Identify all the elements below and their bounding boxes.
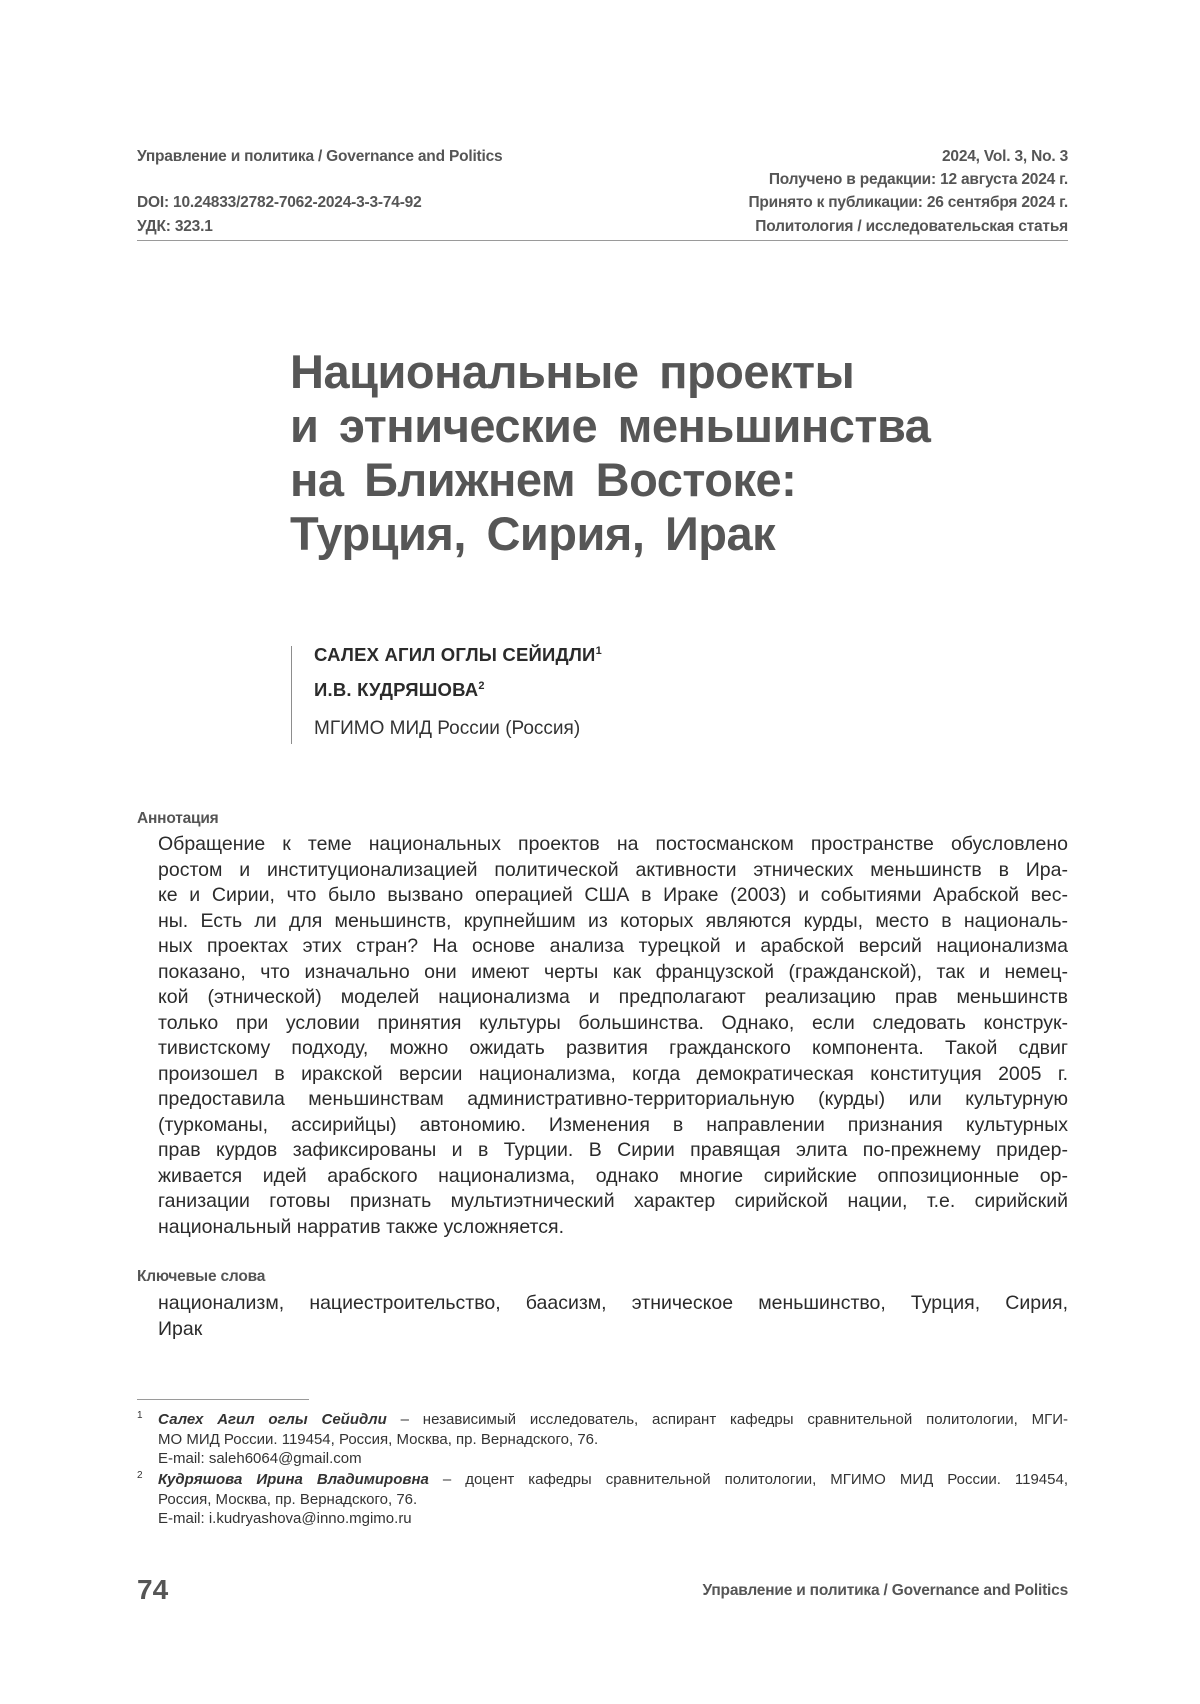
abstract-line: ных проектах этих стран? На основе анализа турецкой и арабской версий национализма — [158, 935, 1068, 957]
keywords-line: Ирак — [158, 1317, 203, 1340]
doi: DOI: 10.24833/2782-7062-2024-3-3-74-92 — [137, 194, 422, 211]
title-line: Национальные проекты — [290, 345, 855, 398]
author-footnote-ref: 1 — [595, 644, 602, 657]
footnote-email[interactable]: E-mail: i.kudryashova@inno.mgimo.ru — [158, 1510, 412, 1527]
title-line: Турция, Сирия, Ирак — [290, 507, 776, 560]
abstract-line: показано, что изначально они имеют черты как французской (гражданской), так и немец- — [158, 960, 1068, 983]
keywords-text — [158, 1291, 1068, 1342]
footnote-divider — [137, 1399, 309, 1400]
udk: УДК: 323.1 — [137, 218, 213, 235]
abstract-text — [158, 832, 1068, 1240]
abstract-line: кой (этнической) моделей национализма и предполагают реализацию прав меньшинств — [158, 986, 1068, 1008]
footnote-number: 1 — [137, 1410, 143, 1421]
abstract-line: Обращение к теме национальных проектов на постосманском пространстве обусловлено — [158, 833, 1068, 855]
footnote-number: 2 — [137, 1470, 143, 1481]
accepted-date: Принято к публикации: 26 сентября 2024 г. — [748, 194, 1068, 211]
author-1 — [314, 644, 602, 666]
abstract-line: национальный нарратив также усложняется. — [158, 1215, 564, 1238]
journal-name: Управление и политика / Governance and Politics — [137, 148, 503, 165]
article-title — [290, 345, 1090, 561]
keywords-line: национализм, нациестроительство, баасизм, этническое меньшинство, Турция, Сирия, — [158, 1292, 1068, 1314]
footnote-address: Россия, Москва, пр. Вернадского, 76. — [158, 1490, 418, 1508]
footnote-author-name: Салех Агил оглы Сейидли — [158, 1411, 387, 1428]
abstract-line: ке и Сирии, что было вызвано операцией США в Ираке (2003) и событиями Арабской вес- — [158, 884, 1068, 906]
abstract-line: только при условии принятия культуры большинства. Однако, если следовать конструк- — [158, 1011, 1068, 1034]
issue-info: 2024, Vol. 3, No. 3 — [942, 148, 1068, 165]
abstract-line: ганизации готовы признать мультиэтнический характер сирийской нации, т.е. сирийский — [158, 1190, 1068, 1212]
abstract-line: предоставила меньшинствам административно-территориальную (курды) или культурную — [158, 1088, 1068, 1110]
header-divider — [137, 240, 1068, 241]
footer-journal-name: Управление и политика / Governance and Politics — [702, 1582, 1068, 1599]
abstract-line: прав курдов зафиксированы и в Турции. В Сирии правящая элита по-прежнему придер- — [158, 1139, 1068, 1161]
page-number: 74 — [137, 1574, 169, 1605]
footnote-email[interactable]: E-mail: saleh6064@gmail.com — [158, 1450, 362, 1467]
author-footnote-ref: 2 — [478, 679, 485, 692]
footnote-text: – независимый исследователь, аспирант кафедры сравнительной политологии, МГИ- — [386, 1411, 1068, 1428]
abstract-heading: Аннотация — [137, 810, 219, 827]
author-2 — [314, 679, 485, 701]
abstract-line: произошел в иракской версии национализма, когда демократическая конституция 2005 г. — [158, 1062, 1068, 1085]
author-name: И.В. КУДРЯШОВА — [314, 679, 479, 700]
footnote-address: МО МИД России. 119454, Россия, Москва, пр. Вернадского, 76. — [158, 1430, 599, 1448]
keywords-heading: Ключевые слова — [137, 1268, 266, 1285]
article-rubric: Политология / исследовательская статья — [755, 218, 1068, 235]
abstract-line: ростом и институционализацией политической активности этнических меньшинств в Ира- — [158, 858, 1068, 881]
footnote-author-name: Кудряшова Ирина Владимировна — [158, 1471, 429, 1488]
abstract-line: тивистскому подходу, можно ожидать развития гражданского компонента. Такой сдвиг — [158, 1037, 1068, 1059]
footnote-text: – доцент кафедры сравнительной политологии, МГИМО МИД России. 119454, — [428, 1471, 1068, 1488]
author-block-bar — [291, 646, 292, 744]
received-date: Получено в редакции: 12 августа 2024 г. — [768, 171, 1068, 188]
abstract-line: ны. Есть ли для меньшинств, крупнейшим из которых являются курды, место в националь- — [158, 909, 1068, 932]
author-name: САЛЕХ АГИЛ ОГЛЫ СЕЙИДЛИ — [314, 644, 596, 665]
abstract-line: (туркоманы, ассирийцы) автономию. Изменения в направлении признания культурных — [158, 1113, 1068, 1136]
affiliation: МГИМО МИД России (Россия) — [314, 718, 581, 739]
title-line: на Ближнем Востоке: — [290, 453, 797, 506]
title-line: и этнические меньшинства — [290, 399, 931, 452]
abstract-line: живается идей арабского национализма, однако многие сирийские оппозиционные ор- — [158, 1164, 1068, 1187]
